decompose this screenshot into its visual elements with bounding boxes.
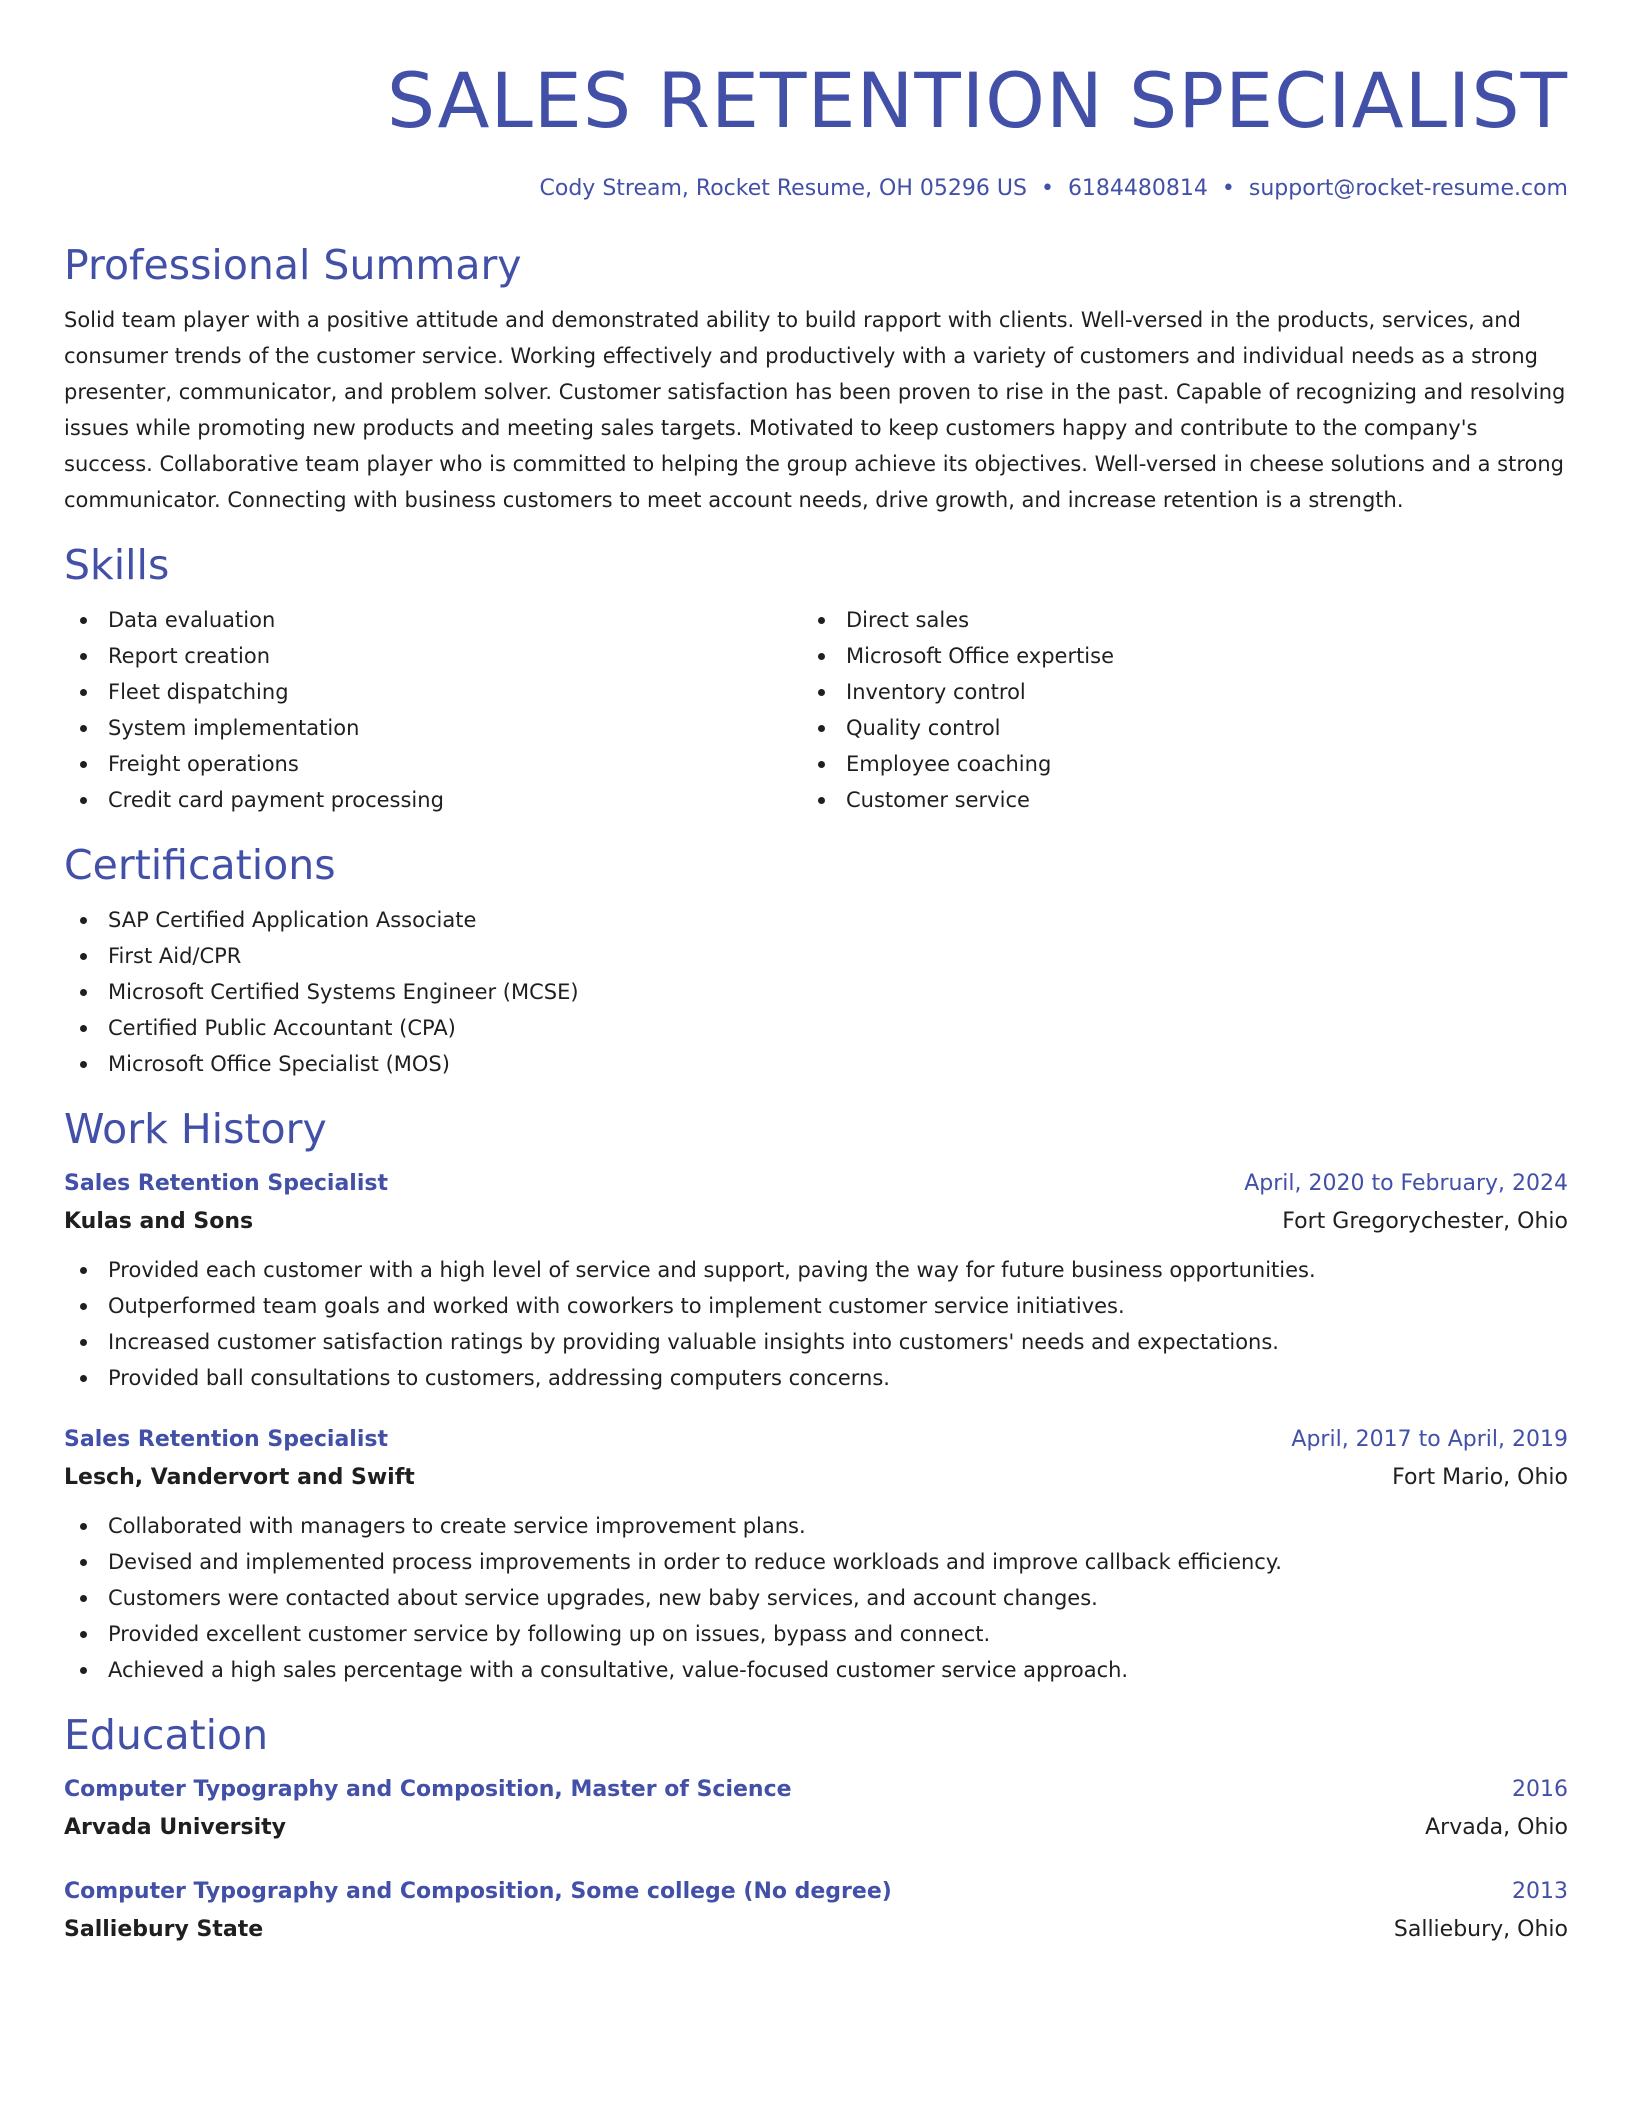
education-location: Salliebury, Ohio	[1393, 1917, 1568, 1942]
job-bullet: Achieved a high sales percentage with a consultative, value-focused customer service approach.	[64, 1652, 1568, 1688]
education-school-row	[64, 1910, 1568, 1950]
contact-email[interactable]: support@rocket-resume.com	[1248, 176, 1568, 201]
contact-separator: •	[1040, 176, 1054, 201]
job-entry	[64, 1166, 1568, 1396]
skill-item: Direct sales	[802, 602, 1568, 638]
job-dates: April, 2020 to February, 2024	[1244, 1171, 1568, 1196]
education-school-row	[64, 1808, 1568, 1848]
skills-list-left	[64, 602, 802, 818]
education-entry	[64, 1874, 1568, 1950]
contact-separator: •	[1221, 176, 1235, 201]
job-company: Lesch, Vandervort and Swift	[64, 1465, 415, 1490]
education-header-row	[64, 1772, 1568, 1808]
certification-item: First Aid/CPR	[64, 938, 1568, 974]
skill-item: Credit card payment processing	[64, 782, 802, 818]
job-bullet: Provided excellent customer service by following up on issues, bypass and connect.	[64, 1616, 1568, 1652]
certification-item: Certified Public Accountant (CPA)	[64, 1010, 1568, 1046]
skill-item: Data evaluation	[64, 602, 802, 638]
job-company: Kulas and Sons	[64, 1209, 254, 1234]
work-history-section	[64, 1104, 1568, 1688]
job-bullets	[64, 1252, 1568, 1396]
certifications-list	[64, 902, 1568, 1082]
education-year: 2016	[1512, 1777, 1568, 1802]
skills-section	[64, 540, 1568, 818]
skill-item: Inventory control	[802, 674, 1568, 710]
section-title: Education	[64, 1711, 269, 1759]
skills-list-right	[802, 602, 1568, 818]
job-bullet: Devised and implemented process improvements in order to reduce workloads and improve callback efficiency.	[64, 1544, 1568, 1580]
education-school: Arvada University	[64, 1815, 286, 1840]
job-bullet: Increased customer satisfaction ratings by providing valuable insights into customers' needs and expectations.	[64, 1324, 1568, 1360]
resume-header	[64, 0, 1568, 204]
section-title: Skills	[64, 541, 170, 589]
section-title: Work History	[64, 1105, 327, 1153]
job-title: Sales Retention Specialist	[64, 1171, 388, 1196]
section-title: Certifications	[64, 841, 336, 889]
section-title: Professional Summary	[64, 241, 522, 289]
job-location: Fort Mario, Ohio	[1392, 1465, 1568, 1490]
education-year: 2013	[1512, 1879, 1568, 1904]
job-location: Fort Gregorychester, Ohio	[1282, 1209, 1568, 1234]
job-bullet: Outperformed team goals and worked with coworkers to implement customer service initiatives.	[64, 1288, 1568, 1324]
education-entry	[64, 1772, 1568, 1848]
contact-phone[interactable]: 6184480814	[1067, 176, 1208, 201]
skill-item: System implementation	[64, 710, 802, 746]
job-bullet: Customers were contacted about service upgrades, new baby services, and account changes.	[64, 1580, 1568, 1616]
skills-column-right	[802, 602, 1568, 818]
education-section	[64, 1710, 1568, 1950]
job-bullets	[64, 1508, 1568, 1688]
candidate-title: SALES RETENTION SPECIALIST	[386, 56, 1568, 145]
contact-address: Cody Stream, Rocket Resume, OH 05296 US	[539, 176, 1027, 201]
job-company-row	[64, 1202, 1568, 1242]
skill-item: Quality control	[802, 710, 1568, 746]
job-header-row	[64, 1166, 1568, 1202]
skill-item: Microsoft Office expertise	[802, 638, 1568, 674]
summary-text: Solid team player with a positive attitude and demonstrated ability to build rapport with clients. Well-versed in the products, services, and consumer trends of the customer service. Working effectively and productively with a variety of customers and individual needs as a strong presenter, communicator, and problem solver. Customer satisfaction has been proven to rise in the past. Capable of recognizing and resolving issues while promoting new products and meeting sales targets. Motivated to keep customers happy and contribute to the company's success. Collaborative team player who is committed to helping the group achieve its objectives. Well-versed in cheese solutions and a strong communicator. Connecting with business customers to meet account needs, drive growth, and increase retention is a strength.	[64, 308, 1566, 512]
job-header-row	[64, 1422, 1568, 1458]
skill-item: Employee coaching	[802, 746, 1568, 782]
job-bullet: Collaborated with managers to create service improvement plans.	[64, 1508, 1568, 1544]
skill-item: Report creation	[64, 638, 802, 674]
job-entry	[64, 1422, 1568, 1688]
education-header-row	[64, 1874, 1568, 1910]
skills-grid	[64, 602, 1568, 818]
skill-item: Freight operations	[64, 746, 802, 782]
contact-line	[64, 174, 1568, 204]
skill-item: Customer service	[802, 782, 1568, 818]
skills-column-left	[64, 602, 802, 818]
certification-item: Microsoft Office Specialist (MOS)	[64, 1046, 1568, 1082]
job-title: Sales Retention Specialist	[64, 1427, 388, 1452]
education-school: Salliebury State	[64, 1917, 264, 1942]
job-company-row	[64, 1458, 1568, 1498]
certifications-section	[64, 840, 1568, 1082]
education-degree: Computer Typography and Composition, Some college (No degree)	[64, 1879, 892, 1904]
skill-item: Fleet dispatching	[64, 674, 802, 710]
education-location: Arvada, Ohio	[1425, 1815, 1568, 1840]
job-bullet: Provided ball consultations to customers, addressing computers concerns.	[64, 1360, 1568, 1396]
job-dates: April, 2017 to April, 2019	[1291, 1427, 1568, 1452]
certification-item: SAP Certified Application Associate	[64, 902, 1568, 938]
job-bullet: Provided each customer with a high level of service and support, paving the way for future business opportunities.	[64, 1252, 1568, 1288]
certification-item: Microsoft Certified Systems Engineer (MCSE)	[64, 974, 1568, 1010]
education-degree: Computer Typography and Composition, Master of Science	[64, 1777, 792, 1802]
summary-section	[64, 240, 1568, 518]
